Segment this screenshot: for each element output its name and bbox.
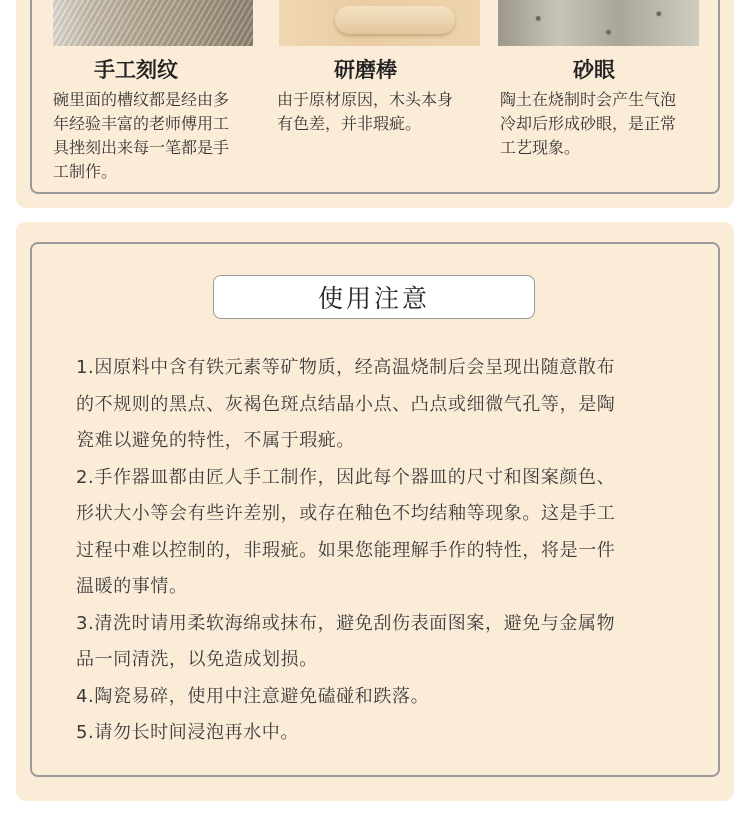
notice-line: 4.陶瓷易碎，使用中注意避免磕碰和跌落。 xyxy=(76,685,430,707)
usage-notice-panel xyxy=(16,222,734,801)
notice-line: 2.手作器皿都由匠人手工制作，因此每个器皿的尺寸和图案颜色、 xyxy=(76,466,616,488)
desc-line: 工制作。 xyxy=(53,162,118,181)
desc-line: 工艺现象。 xyxy=(500,138,581,157)
feature-desc-pestle xyxy=(277,88,453,136)
desc-line: 由于原材原因，木头本身 xyxy=(277,90,454,109)
desc-line: 冷却后形成砂眼，是正常 xyxy=(500,114,677,133)
notice-title: 使用注意 xyxy=(317,284,430,313)
notice-line: 过程中难以控制的，非瑕疵。如果您能理解手作的特性，将是一件 xyxy=(76,539,616,561)
bowl-texture-image xyxy=(53,0,253,46)
notice-line: 形状大小等会有些许差别，或存在釉色不均结釉等现象。这是手工 xyxy=(76,503,616,524)
feature-title-pestle: 研磨棒 xyxy=(334,58,397,82)
notice-line: 5.请勿长时间浸泡再水中。 xyxy=(76,722,299,743)
notice-list xyxy=(76,350,686,752)
pestle-shape xyxy=(335,6,455,34)
desc-line: 碗里面的槽纹都是经由多 xyxy=(53,90,230,109)
notice-line: 温暖的事情。 xyxy=(76,576,188,597)
feature-title-carving: 手工刻纹 xyxy=(94,58,178,82)
feature-desc-carving xyxy=(53,88,229,184)
pestle-image xyxy=(279,0,480,46)
clay-pinhole-image xyxy=(498,0,699,46)
feature-desc-pinhole xyxy=(500,88,676,160)
notice-line: 3.清洗时请用柔软海绵或抹布，避免刮伤表面图案，避免与金属物 xyxy=(76,612,616,634)
notice-line: 瓷难以避免的特性，不属于瑕疵。 xyxy=(76,430,355,451)
feature-panel xyxy=(16,0,734,208)
desc-line: 具挫刻出来每一笔都是手 xyxy=(53,138,230,157)
desc-line: 有色差，并非瑕疵。 xyxy=(277,114,422,133)
notice-line: 的不规则的黑点、灰褐色斑点结晶小点、凸点或细微气孔等，是陶 xyxy=(76,393,616,415)
notice-title-box xyxy=(213,275,535,319)
notice-line: 1.因原料中含有铁元素等矿物质，经高温烧制后会呈现出随意散布 xyxy=(76,357,616,378)
feature-title-pinhole: 砂眼 xyxy=(573,58,615,82)
notice-line: 品一同清洗，以免造成划损。 xyxy=(76,649,318,670)
desc-line: 陶土在烧制时会产生气泡 xyxy=(500,90,677,109)
desc-line: 年经验丰富的老师傅用工 xyxy=(53,114,230,133)
